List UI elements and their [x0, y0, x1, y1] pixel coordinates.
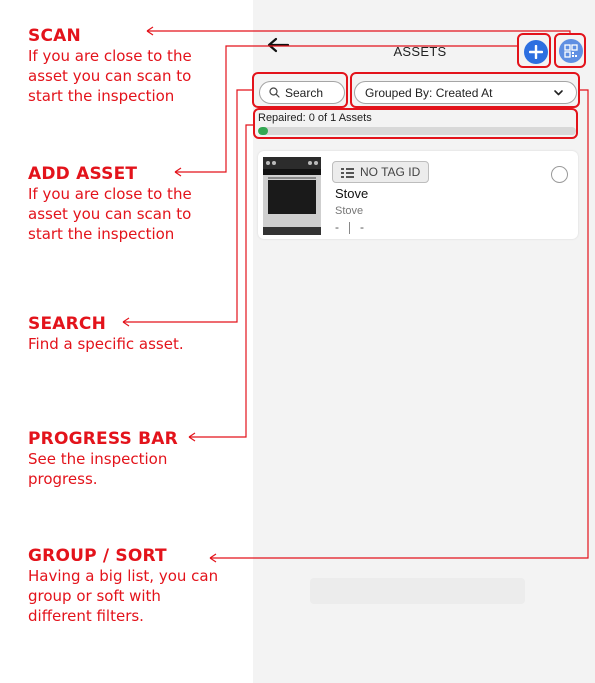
- asset-name: Stove: [335, 186, 369, 201]
- highlight-group: [350, 72, 580, 108]
- list-icon: [341, 167, 354, 178]
- asset-card[interactable]: [258, 151, 578, 239]
- tag-badge: [332, 161, 429, 183]
- add-asset-annotation-desc: If you are close to the asset you can scan to start the inspection: [28, 185, 192, 243]
- asset-meta: [335, 220, 364, 234]
- group-arrowhead: [210, 554, 216, 562]
- add-arrowhead: [175, 168, 181, 176]
- page-title: ASSETS: [393, 44, 447, 59]
- search-annotation-title: SEARCH: [28, 314, 107, 334]
- progress-annotation-desc: See the inspection progress.: [28, 450, 168, 488]
- asset-meta-right: -: [360, 220, 364, 234]
- highlight-progress: [253, 108, 578, 139]
- add-asset-annotation-title: ADD ASSET: [28, 164, 138, 184]
- meta-divider: [349, 222, 350, 234]
- search-annotation-desc: Find a specific asset.: [28, 335, 184, 353]
- select-radio[interactable]: [551, 166, 568, 183]
- asset-type: Stove: [335, 205, 364, 217]
- progress-annotation-title: PROGRESS BAR: [28, 429, 178, 449]
- progress-arrowhead: [189, 433, 195, 441]
- highlight-scan-button: [554, 33, 586, 68]
- asset-meta-left: -: [335, 220, 339, 234]
- scan-annotation-desc: If you are close to the asset you can scan to start the inspection: [28, 47, 192, 105]
- highlight-add-button: [517, 33, 551, 68]
- group-annotation-desc: Having a big list, you can group or soft with different filters.: [28, 567, 219, 625]
- progress-label: Repaired: 0 of 1 Assets: [258, 112, 372, 124]
- search-placeholder: Search: [285, 85, 324, 100]
- tag-label: NO TAG ID: [360, 165, 421, 179]
- highlight-search: [252, 72, 348, 108]
- stove-image: [262, 154, 322, 236]
- group-annotation-title: GROUP / SORT: [28, 546, 167, 566]
- arrow-left-icon[interactable]: [266, 36, 290, 54]
- scan-arrowhead: [147, 27, 153, 35]
- background-placeholder: [310, 578, 525, 604]
- scan-annotation-title: SCAN: [28, 26, 81, 46]
- group-by-label: Grouped By: Created At: [365, 85, 493, 100]
- search-arrowhead: [123, 318, 129, 326]
- progress-connector: [189, 125, 253, 437]
